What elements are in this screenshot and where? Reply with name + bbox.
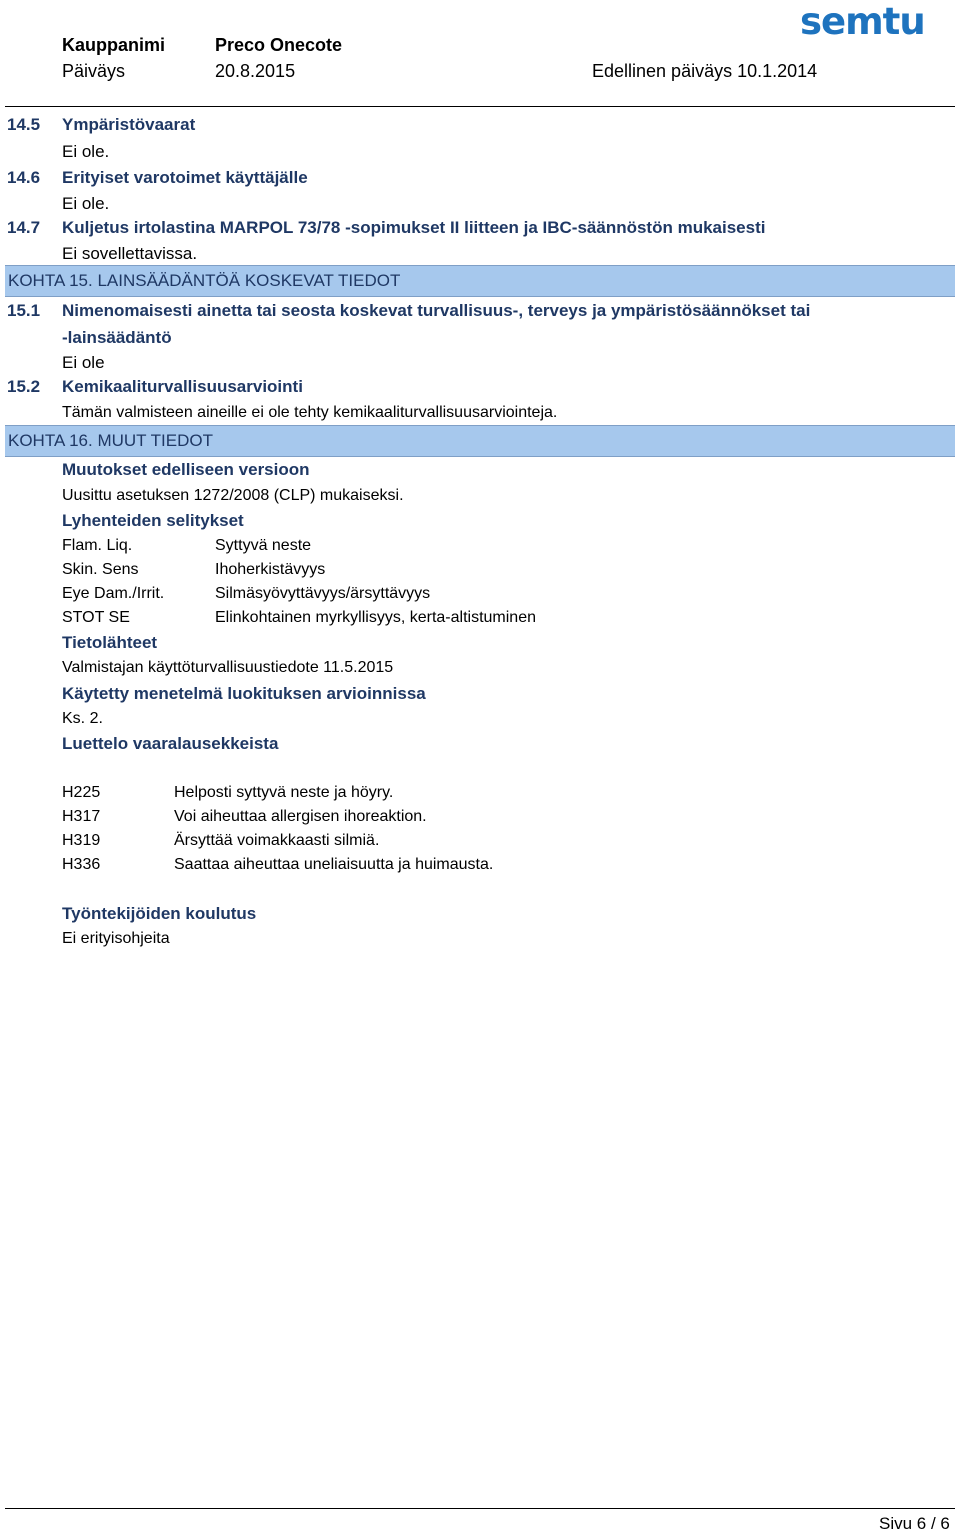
- abbrev-description: Syttyvä neste: [215, 537, 312, 554]
- section15-banner: [5, 265, 955, 297]
- s151-text: Ei ole: [62, 353, 105, 372]
- abbrev-term: Eye Dam./Irrit.: [62, 585, 165, 602]
- section16-banner: [5, 425, 955, 457]
- abbrev-title: Lyhenteiden selitykset: [62, 511, 244, 530]
- abbrev-description: Silmäsyövyttävyys/ärsyttävyys: [215, 585, 431, 602]
- s152-number: 15.2: [7, 377, 41, 396]
- section16-heading: KOHTA 16. MUUT TIEDOT: [8, 431, 213, 450]
- s146-title: Erityiset varotoimet käyttäjälle: [62, 168, 308, 187]
- company-label: Kauppanimi: [62, 35, 166, 55]
- sources-text: Valmistajan käyttöturvallisuustiedote 11.5.2015: [62, 659, 394, 676]
- s145-title: Ympäristövaarat: [62, 115, 196, 134]
- abbrev-term: Flam. Liq.: [62, 537, 133, 554]
- s146-text: Ei ole.: [62, 194, 110, 213]
- changes-text: Uusittu asetuksen 1272/2008 (CLP) mukaiseksi.: [62, 487, 404, 504]
- hazard-statement: Ärsyttää voimakkaasti silmiä.: [174, 832, 380, 849]
- method-text: Ks. 2.: [62, 710, 103, 727]
- s147-text: Ei sovellettavissa.: [62, 244, 198, 263]
- s152-text: Tämän valmisteen aineille ei ole tehty kemikaaliturvallisuusarviointeja.: [62, 404, 558, 421]
- hazard-statement: Helposti syttyvä neste ja höyry.: [174, 784, 394, 801]
- sources-title: Tietolähteet: [62, 633, 158, 652]
- logo-text: semtu: [800, 0, 925, 43]
- hazard-statement: Voi aiheuttaa allergisen ihoreaktion.: [174, 808, 427, 825]
- section15-heading: KOHTA 15. LAINSÄÄDÄNTÖÄ KOSKEVAT TIEDOT: [8, 271, 401, 290]
- previous-date: Edellinen päiväys 10.1.2014: [592, 61, 818, 81]
- method-title: Käytetty menetelmä luokituksen arvioinnissa: [62, 684, 426, 703]
- abbrev-term: STOT SE: [62, 609, 130, 626]
- s146-number: 14.6: [7, 168, 41, 187]
- s145-number: 14.5: [7, 115, 41, 134]
- s151-number: 15.1: [7, 301, 41, 320]
- hazard-code: H319: [62, 832, 101, 849]
- hazard-code: H336: [62, 856, 101, 873]
- s151-title-line2: -lainsäädäntö: [62, 328, 172, 347]
- s151-title-line1: Nimenomaisesti ainetta tai seosta koskevat turvallisuus-, terveys ja ympäristösäännökset tai: [62, 301, 811, 320]
- date-value: 20.8.2015: [215, 61, 296, 81]
- hazard-statement: Saattaa aiheuttaa uneliaisuutta ja huimausta.: [174, 856, 494, 873]
- footer-divider: [5, 1508, 955, 1509]
- s147-number: 14.7: [7, 218, 41, 237]
- date-label: Päiväys: [62, 61, 126, 81]
- training-title: Työntekijöiden koulutus: [62, 904, 257, 923]
- s152-title: Kemikaaliturvallisuusarviointi: [62, 377, 303, 396]
- s147-title: Kuljetus irtolastina MARPOL 73/78 -sopimukset II liitteen ja IBC-säännöstön mukaisesti: [62, 218, 766, 237]
- s145-text: Ei ole.: [62, 142, 110, 161]
- semtu-logo: [800, 0, 950, 44]
- page-number: Sivu 6 / 6: [879, 1514, 950, 1533]
- product-name: Preco Onecote: [215, 35, 343, 55]
- hazard-code: H225: [62, 784, 101, 801]
- training-text: Ei erityisohjeita: [62, 930, 170, 947]
- header-divider: [5, 106, 955, 107]
- abbrev-term: Skin. Sens: [62, 561, 139, 578]
- changes-title: Muutokset edelliseen versioon: [62, 460, 310, 479]
- hazard-code: H317: [62, 808, 101, 825]
- abbrev-description: Elinkohtainen myrkyllisyys, kerta-altistuminen: [215, 609, 536, 626]
- abbrev-description: Ihoherkistävyys: [215, 561, 326, 578]
- hazard-list-title: Luettelo vaaralausekkeista: [62, 734, 279, 753]
